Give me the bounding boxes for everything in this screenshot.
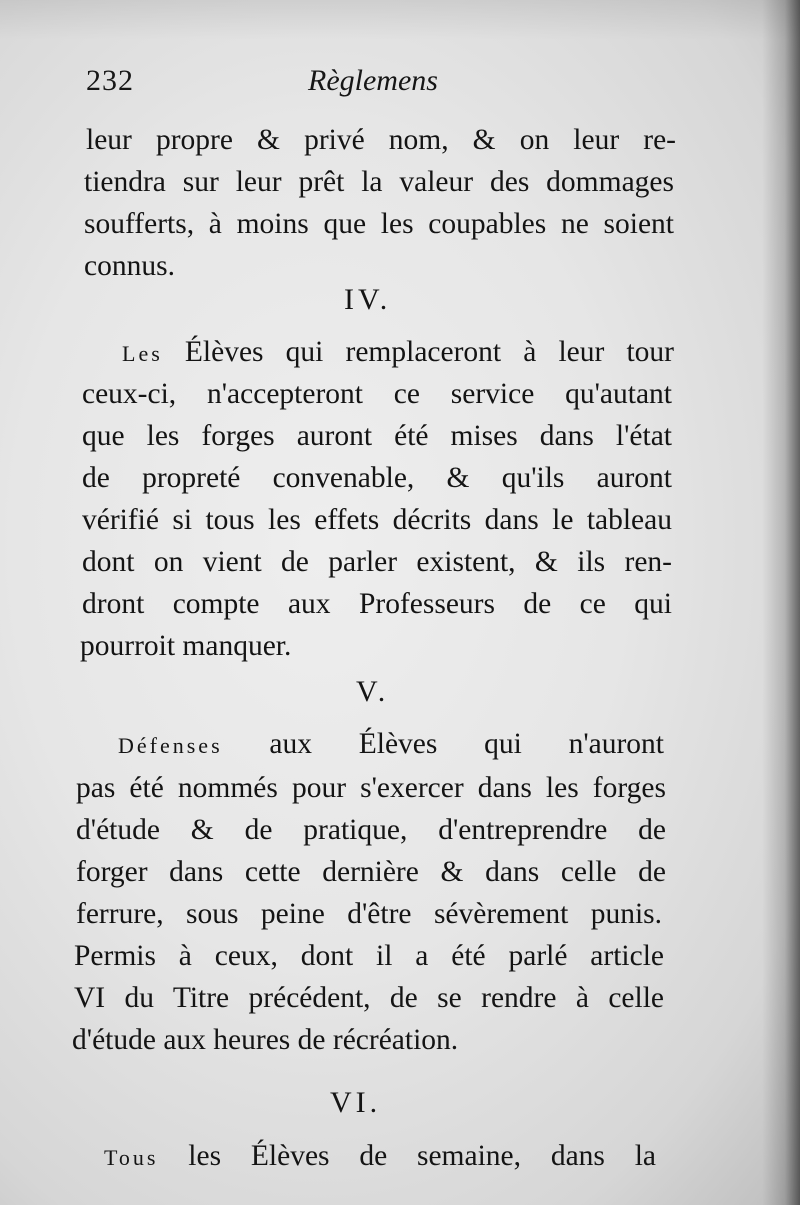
lead-word: Défenses — [118, 733, 223, 758]
text-line: dont on vient de parler existent, & ils ren- — [82, 546, 672, 578]
text-line: soufferts, à moins que les coupables ne soient — [84, 208, 674, 240]
text-line: que les forges auront été mises dans l'état — [82, 420, 672, 452]
text-line: vérifié si tous les effets décrits dans le tableau — [82, 504, 672, 536]
text-line: dront compte aux Professeurs de ce qui — [82, 588, 672, 620]
text-line: connus. — [84, 250, 175, 282]
text-line: Permis à ceux, dont il a été parlé article — [74, 940, 664, 972]
page-gutter-shadow — [762, 0, 800, 1205]
page-top-shadow — [0, 0, 800, 40]
section-heading: VI. — [330, 1086, 382, 1119]
running-title: Règlemens — [308, 64, 438, 97]
text-line: VI du Titre précédent, de se rendre à celle — [74, 982, 664, 1014]
text-line — [104, 1138, 656, 1176]
text-line: forger dans cette dernière & dans celle de — [76, 856, 666, 888]
text-line — [118, 726, 664, 764]
text-line: tiendra sur leur prêt la valeur des dommages — [84, 166, 674, 198]
text-fragment: les Élèves de semaine, dans la — [188, 1140, 657, 1172]
lead-word: Tous — [104, 1145, 159, 1170]
running-head — [86, 64, 676, 108]
text-line: d'étude aux heures de récréation. — [72, 1024, 459, 1056]
page-number: 232 — [86, 64, 134, 97]
text-fragment: aux Élèves qui n'auront — [269, 728, 664, 760]
section-heading: V. — [356, 675, 390, 708]
text-line: ferrure, sous peine d'être sévèrement punis. — [76, 898, 662, 930]
text-line: d'étude & de pratique, d'entreprendre de — [76, 814, 666, 846]
section-heading: IV. — [344, 283, 392, 316]
text-line: de propreté convenable, & qu'ils auront — [82, 462, 672, 494]
text-fragment: Élèves qui remplaceront à leur tour — [184, 336, 674, 368]
text-line — [122, 334, 674, 372]
text-line: ceux-ci, n'accepteront ce service qu'autant — [82, 378, 672, 410]
text-line: pourroit manquer. — [80, 630, 292, 662]
text-line: pas été nommés pour s'exercer dans les forges — [76, 772, 666, 804]
text-line: leur propre & privé nom, & on leur re- — [86, 124, 676, 156]
lead-word: Les — [122, 341, 163, 366]
